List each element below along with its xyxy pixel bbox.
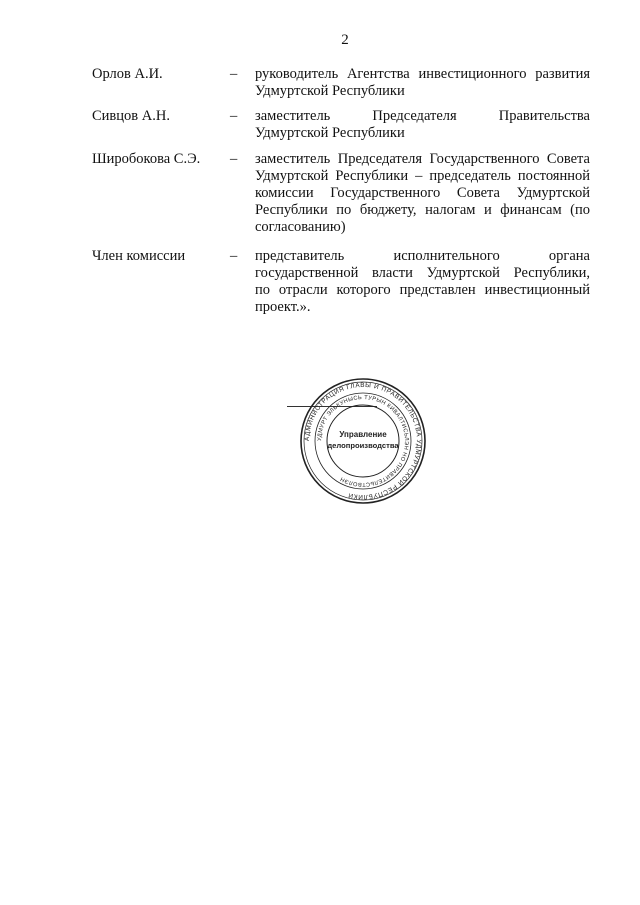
member-role-line: Удмуртской Республики [255,83,405,99]
member-role [255,108,590,142]
member-role [255,248,590,316]
member-role [255,66,590,100]
member-role-line: заместитель Председателя Государственного Совета [255,151,590,167]
official-seal-stamp [298,376,428,506]
member-name: Сивцов А.Н. [92,108,170,124]
seal-center-line-2: делопроизводства [327,441,399,450]
member-row [0,151,640,236]
member-role-line: Республики по бюджету, налогам и финансам (по [255,202,590,218]
member-dash: – [230,151,238,167]
seal-inner-ring-text: УДМУРТ ЭЛЬКУНЫСЬ ТУРЫН КИВАЛТИСЬЛЭН НО ПРАВИТЕЛЬСТВОЛЭН [316,394,410,488]
member-role-line: проект.». [255,299,311,315]
member-role-line: комиссии Государственного Совета Удмуртской [255,185,590,201]
member-role-line: представитель исполнительного органа [255,248,590,264]
member-name: Широбокова С.Э. [92,151,201,167]
member-role-line: Удмуртской Республики [255,125,405,141]
member-role-line: руководитель Агентства инвестиционного развития [255,66,590,82]
member-dash: – [230,108,238,124]
member-role-line: по отрасли которого представлен инвестиционный [255,282,590,298]
member-role-line: Удмуртской Республики – председатель постоянной [255,168,590,184]
member-role-line: согласованию) [255,219,346,235]
page-number: 2 [341,32,349,48]
member-dash: – [230,248,238,264]
member-row [0,248,640,316]
member-role-line: государственной власти Удмуртской Республики, [255,265,590,281]
member-row [0,66,640,100]
member-name: Член комиссии [92,248,186,264]
member-dash: – [230,66,238,82]
member-row [0,108,640,142]
commission-members-list [0,66,640,316]
member-role [255,151,590,236]
seal-outer-ring-text: АДМИНИСТРАЦИЯ ГЛАВЫ И ПРАВИТЕЛЬСТВА УДМУРТСКОЙ РЕСПУБЛИКИ [303,381,423,501]
member-role-line: заместитель Председателя Правительства [255,108,590,124]
seal-center-line-1: Управление [339,430,387,439]
member-name: Орлов А.И. [92,66,163,82]
